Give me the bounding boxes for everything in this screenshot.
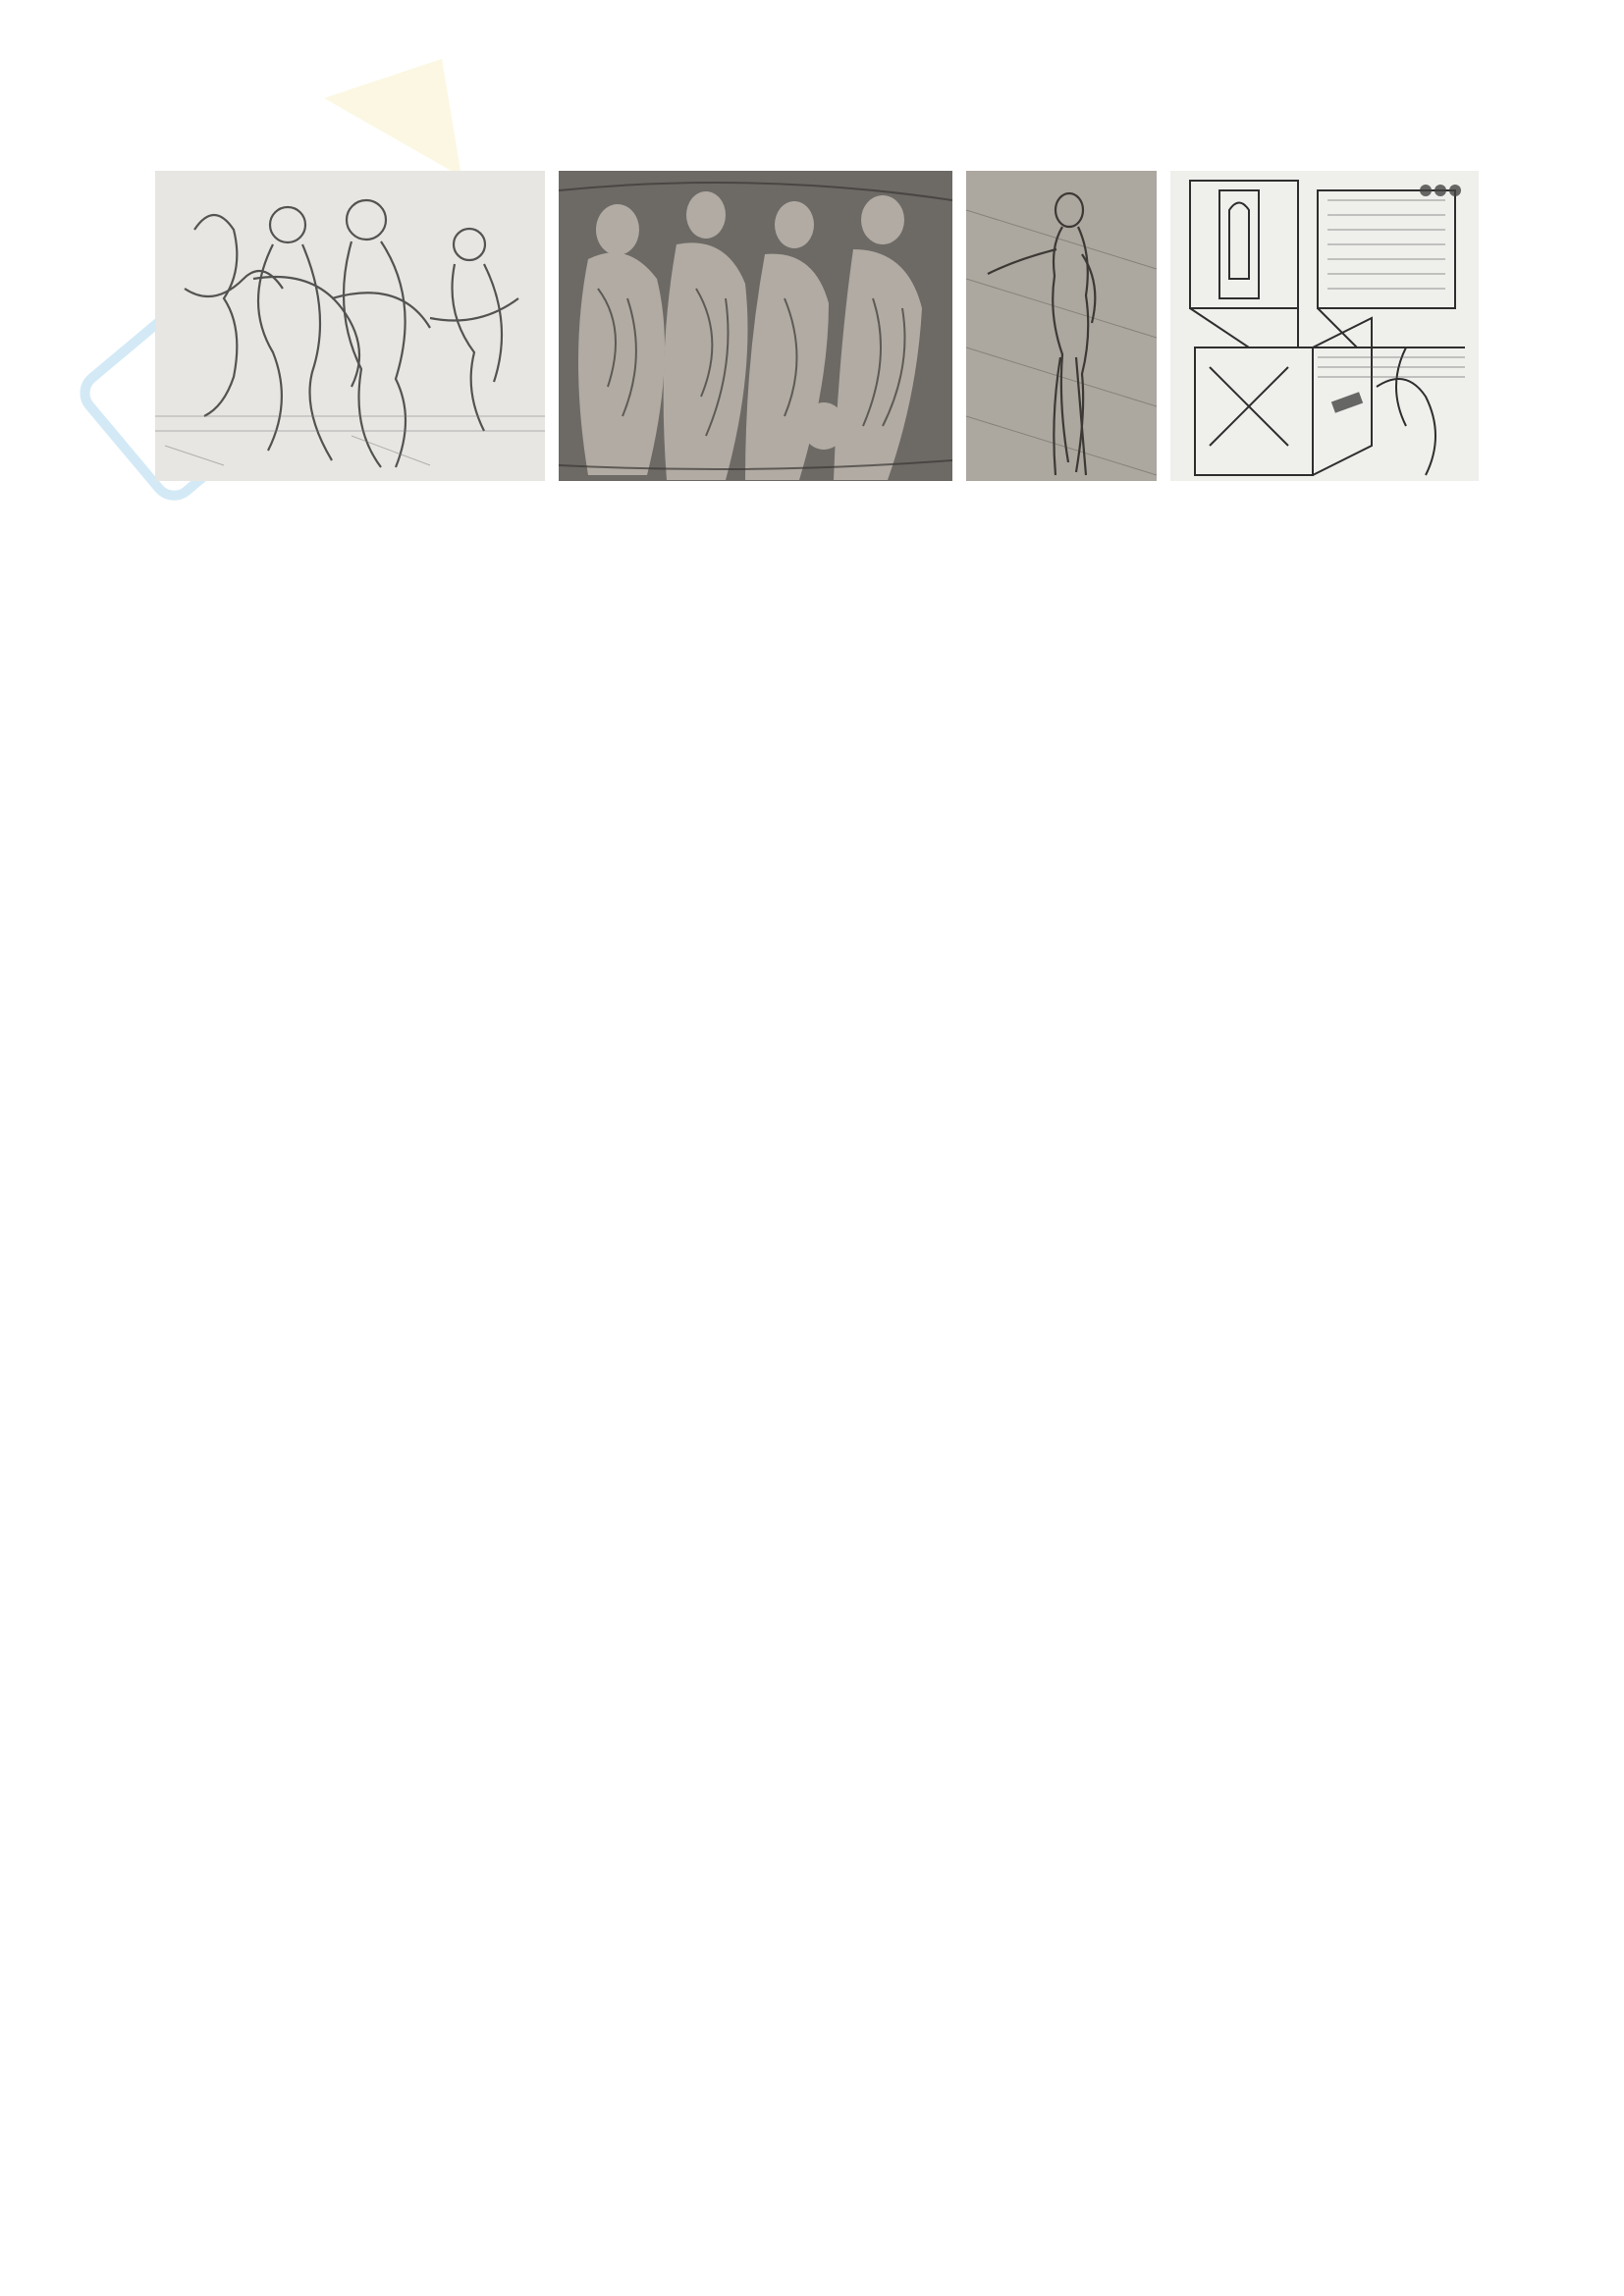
figure-woodcut-altar-scene xyxy=(1170,171,1479,481)
figure-sarcophagus-relief xyxy=(559,171,952,481)
figure-strip xyxy=(155,171,1479,481)
document-page xyxy=(155,137,1479,512)
figure-standing-female-drawing xyxy=(966,171,1157,481)
figure-sketch-dancing-figures xyxy=(155,171,545,481)
